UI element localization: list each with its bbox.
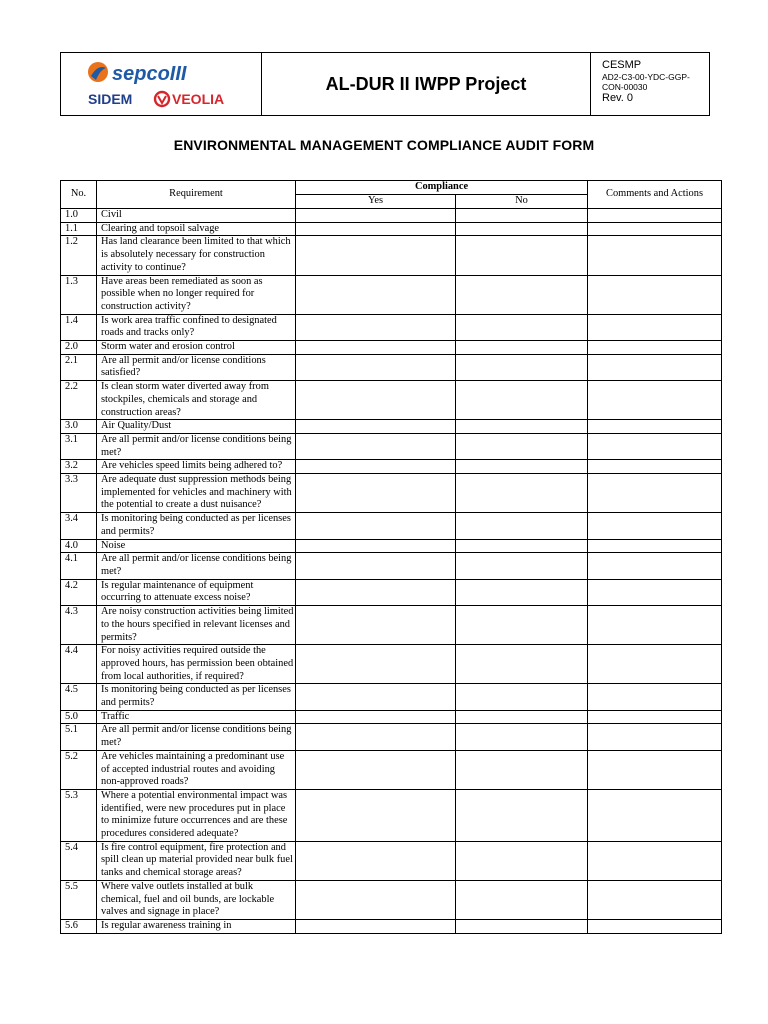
table-row (61, 354, 722, 380)
compliance-yes-cell (296, 209, 456, 223)
table-row (61, 724, 722, 750)
row-number: 3.2 (61, 460, 97, 474)
comments-cell[interactable] (588, 513, 722, 539)
section-row (61, 420, 722, 434)
table-row (61, 750, 722, 789)
comments-cell[interactable] (588, 880, 722, 919)
audit-table-body (61, 209, 722, 934)
table-row (61, 645, 722, 684)
requirement-text: For noisy activities required outside the approved hours, has permission been obtained from local authorities, if required? (97, 645, 296, 684)
compliance-no-cell (456, 539, 588, 553)
row-number: 5.4 (61, 841, 97, 880)
compliance-yes-cell[interactable] (296, 684, 456, 710)
row-number: 3.4 (61, 513, 97, 539)
compliance-yes-cell[interactable] (296, 645, 456, 684)
compliance-yes-cell[interactable] (296, 750, 456, 789)
compliance-yes-cell[interactable] (296, 513, 456, 539)
compliance-no-cell (456, 341, 588, 355)
requirement-text: Are all permit and/or license conditions being met? (97, 724, 296, 750)
table-row (61, 513, 722, 539)
compliance-no-cell[interactable] (456, 579, 588, 605)
column-header-no-compliance: No (456, 195, 588, 209)
section-row (61, 209, 722, 223)
row-number: 1.3 (61, 275, 97, 314)
document-header (60, 52, 710, 116)
row-number: 3.1 (61, 433, 97, 459)
comments-cell[interactable] (588, 354, 722, 380)
compliance-yes-cell (296, 420, 456, 434)
section-row (61, 710, 722, 724)
table-row (61, 314, 722, 340)
comments-cell[interactable] (588, 606, 722, 645)
document-reference (591, 53, 709, 115)
compliance-yes-cell[interactable] (296, 579, 456, 605)
table-row (61, 880, 722, 919)
requirement-text: Is clean storm water diverted away from stockpiles, chemicals and storage and construction areas? (97, 381, 296, 420)
comments-cell[interactable] (588, 645, 722, 684)
column-header-requirement: Requirement (97, 181, 296, 209)
table-row (61, 275, 722, 314)
comments-cell[interactable] (588, 750, 722, 789)
compliance-no-cell[interactable] (456, 553, 588, 579)
row-number: 5.3 (61, 789, 97, 841)
table-row (61, 381, 722, 420)
revision: Rev. 0 (602, 92, 633, 104)
logo-sidem-text: SIDEM (88, 91, 133, 107)
compliance-no-cell[interactable] (456, 645, 588, 684)
compliance-yes-cell[interactable] (296, 880, 456, 919)
compliance-yes-cell (296, 341, 456, 355)
form-title: ENVIRONMENTAL MANAGEMENT COMPLIANCE AUDIT FORM (173, 137, 595, 153)
requirement-text: Are vehicles maintaining a predominant use of accepted industrial routes and avoiding non-approved roads? (97, 750, 296, 789)
comments-cell (588, 710, 722, 724)
compliance-no-cell[interactable] (456, 314, 588, 340)
doc-label: CESMP (602, 59, 642, 71)
comments-cell[interactable] (588, 236, 722, 275)
comments-cell[interactable] (588, 789, 722, 841)
comments-cell (588, 539, 722, 553)
comments-cell[interactable] (588, 381, 722, 420)
compliance-yes-cell[interactable] (296, 460, 456, 474)
requirement-text: Have areas been remediated as soon as possible when no longer required for construction activity? (97, 275, 296, 314)
comments-cell (588, 341, 722, 355)
compliance-no-cell[interactable] (456, 750, 588, 789)
requirement-text: Is monitoring being conducted as per licenses and permits? (97, 513, 296, 539)
row-number: 1.1 (61, 222, 97, 236)
requirement-text: Are noisy construction activities being limited to the hours specified in relevant licenses and permits? (97, 606, 296, 645)
comments-cell[interactable] (588, 222, 722, 236)
table-row (61, 433, 722, 459)
table-row (61, 474, 722, 513)
requirement-text: Are all permit and/or license conditions being met? (97, 553, 296, 579)
compliance-no-cell[interactable] (456, 684, 588, 710)
compliance-no-cell[interactable] (456, 381, 588, 420)
requirement-text: Are vehicles speed limits being adhered to? (97, 460, 296, 474)
requirement-text: Where a potential environmental impact was identified, were new procedures put in place to minimize future occurrences and are these procedures considered adequate? (97, 789, 296, 841)
row-number: 5.6 (61, 919, 97, 933)
project-title: AL-DUR II IWPP Project (325, 73, 527, 94)
requirement-text: Where valve outlets installed at bulk chemical, fuel and oil bunds, are lockable valves and signage in place? (97, 880, 296, 919)
table-row (61, 236, 722, 275)
comments-cell (588, 209, 722, 223)
row-number: 5.0 (61, 710, 97, 724)
table-row (61, 684, 722, 710)
comments-cell[interactable] (588, 433, 722, 459)
column-header-no: No. (61, 181, 97, 209)
requirement-text: Is monitoring being conducted as per licenses and permits? (97, 684, 296, 710)
requirement-text: Are all permit and/or license conditions satisfied? (97, 354, 296, 380)
compliance-yes-cell[interactable] (296, 222, 456, 236)
row-number: 4.2 (61, 579, 97, 605)
requirement-text: Clearing and topsoil salvage (97, 222, 296, 236)
comments-cell (588, 420, 722, 434)
row-number: 2.0 (61, 341, 97, 355)
row-number: 1.0 (61, 209, 97, 223)
comments-cell[interactable] (588, 460, 722, 474)
row-number: 1.2 (61, 236, 97, 275)
row-number: 4.0 (61, 539, 97, 553)
compliance-yes-cell[interactable] (296, 789, 456, 841)
compliance-no-cell[interactable] (456, 222, 588, 236)
requirement-text: Are all permit and/or license conditions being met? (97, 433, 296, 459)
table-row (61, 919, 722, 933)
comments-cell[interactable] (588, 684, 722, 710)
compliance-yes-cell[interactable] (296, 433, 456, 459)
comments-cell[interactable] (588, 579, 722, 605)
audit-table (60, 180, 722, 934)
compliance-yes-cell[interactable] (296, 381, 456, 420)
row-number: 1.4 (61, 314, 97, 340)
compliance-no-cell[interactable] (456, 841, 588, 880)
table-row (61, 841, 722, 880)
row-number: 4.4 (61, 645, 97, 684)
compliance-yes-cell[interactable] (296, 553, 456, 579)
requirement-text: Is fire control equipment, fire protection and spill clean up material provided near bulk fuel tanks and chemical storage areas? (97, 841, 296, 880)
compliance-no-cell[interactable] (456, 433, 588, 459)
section-title: Traffic (97, 710, 296, 724)
comments-cell[interactable] (588, 919, 722, 933)
compliance-yes-cell[interactable] (296, 354, 456, 380)
compliance-no-cell[interactable] (456, 275, 588, 314)
compliance-yes-cell (296, 539, 456, 553)
compliance-yes-cell[interactable] (296, 841, 456, 880)
table-row (61, 789, 722, 841)
compliance-no-cell[interactable] (456, 919, 588, 933)
row-number: 5.1 (61, 724, 97, 750)
compliance-no-cell[interactable] (456, 460, 588, 474)
column-header-comments: Comments and Actions (588, 181, 722, 209)
row-number: 2.2 (61, 381, 97, 420)
section-title: Storm water and erosion control (97, 341, 296, 355)
comments-cell[interactable] (588, 841, 722, 880)
compliance-no-cell[interactable] (456, 513, 588, 539)
compliance-no-cell[interactable] (456, 606, 588, 645)
compliance-yes-cell[interactable] (296, 724, 456, 750)
section-title: Air Quality/Dust (97, 420, 296, 434)
table-row (61, 579, 722, 605)
compliance-no-cell[interactable] (456, 236, 588, 275)
comments-cell[interactable] (588, 275, 722, 314)
compliance-yes-cell (296, 710, 456, 724)
comments-cell[interactable] (588, 474, 722, 513)
requirement-text: Is regular awareness training in (97, 919, 296, 933)
row-number: 3.3 (61, 474, 97, 513)
table-row (61, 222, 722, 236)
table-row (61, 460, 722, 474)
project-title-cell (262, 53, 591, 115)
section-title: Noise (97, 539, 296, 553)
compliance-yes-cell[interactable] (296, 606, 456, 645)
compliance-no-cell[interactable] (456, 789, 588, 841)
row-number: 2.1 (61, 354, 97, 380)
table-row (61, 553, 722, 579)
table-row (61, 606, 722, 645)
requirement-text: Is work area traffic confined to designated roads and tracks only? (97, 314, 296, 340)
requirement-text: Is regular maintenance of equipment occurring to attenuate excess noise? (97, 579, 296, 605)
comments-cell[interactable] (588, 724, 722, 750)
row-number: 3.0 (61, 420, 97, 434)
compliance-no-cell (456, 710, 588, 724)
sepco-sidem-veolia-logo (86, 58, 236, 110)
comments-cell[interactable] (588, 314, 722, 340)
section-row (61, 341, 722, 355)
row-number: 5.5 (61, 880, 97, 919)
section-row (61, 539, 722, 553)
compliance-yes-cell[interactable] (296, 275, 456, 314)
requirement-text: Are adequate dust suppression methods being implemented for vehicles and machinery with the potential to create a dust nuisance? (97, 474, 296, 513)
compliance-yes-cell[interactable] (296, 474, 456, 513)
row-number: 5.2 (61, 750, 97, 789)
comments-cell[interactable] (588, 553, 722, 579)
compliance-no-cell[interactable] (456, 880, 588, 919)
column-header-compliance: Compliance (296, 181, 588, 195)
compliance-no-cell[interactable] (456, 354, 588, 380)
row-number: 4.1 (61, 553, 97, 579)
row-number: 4.3 (61, 606, 97, 645)
column-header-yes: Yes (296, 195, 456, 209)
company-logo (61, 53, 262, 115)
section-title: Civil (97, 209, 296, 223)
logo-veolia-text: VEOLIA (172, 91, 225, 107)
compliance-yes-cell[interactable] (296, 314, 456, 340)
compliance-yes-cell[interactable] (296, 236, 456, 275)
logo-sepco-text: sepcoIII (112, 63, 187, 85)
doc-number: AD2-C3-00-YDC-GGP-CON-00030 (602, 72, 690, 92)
requirement-text: Has land clearance been limited to that which is absolutely necessary for construction activity to continue? (97, 236, 296, 275)
compliance-no-cell[interactable] (456, 474, 588, 513)
compliance-yes-cell[interactable] (296, 919, 456, 933)
compliance-no-cell[interactable] (456, 724, 588, 750)
compliance-no-cell (456, 209, 588, 223)
compliance-no-cell (456, 420, 588, 434)
row-number: 4.5 (61, 684, 97, 710)
